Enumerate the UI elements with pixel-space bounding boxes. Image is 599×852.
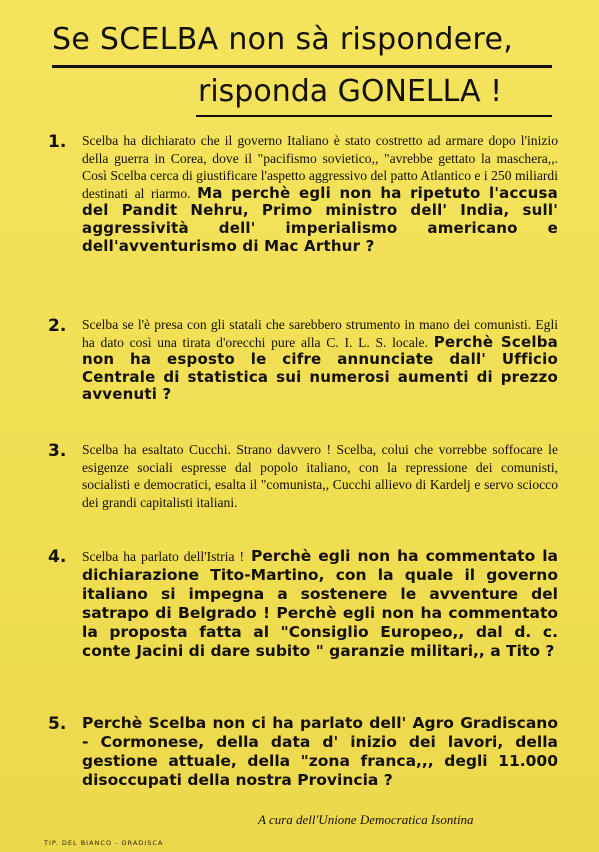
item-number: 2. [48, 316, 67, 336]
printer-credit: TIP. DEL BIANCO - GRADISCA [44, 839, 164, 847]
item-bold-text: Perchè Scelba non ci ha parlato dell' Agro Gradiscano - Cormonese, della data d' inizio dei lavori, della gestione attuale, della "zona franca,,, degli 11.000 disoccupati della nostra Provincia ? [82, 714, 558, 789]
item-text [82, 132, 558, 255]
item-3 [48, 441, 558, 511]
item-1 [48, 132, 558, 255]
item-bold-text: Perchè egli non ha commentato la dichiarazione Tito-Martino, con la quale il governo italiano si impegna a sostenere le avventure del satrapo di Belgrado ! Perchè egli non ha commentato la proposta fatta al "Consiglio Europeo,, dal d. c. conte Jacini di dare subito " garanzie militari,, a Tito ? [82, 547, 558, 660]
item-text [82, 441, 558, 511]
item-plain-text: Scelba ha esaltato Cucchi. Strano davvero ! Scelba, colui che vorrebbe soffocare le esigenze sociali espresse dal popolo italiano, con la repressione dei comunisti, socialisti e democratici, esalta il "comunista,, Cucchi allievo di Kardelj e servo sciocco dei grandi capitalisti italiani. [82, 442, 558, 510]
item-number: 4. [48, 547, 67, 567]
item-text [82, 547, 558, 661]
item-number: 1. [48, 132, 67, 152]
item-text [82, 316, 558, 404]
headline-rule [52, 65, 552, 68]
item-5 [48, 714, 558, 790]
item-number: 3. [48, 441, 67, 461]
signature-line: A cura dell'Unione Democratica Isontina [258, 812, 474, 827]
item-text [82, 714, 558, 790]
item-plain-text: Scelba ha parlato dell'Istria ! [82, 549, 245, 564]
headline-line-2: risponda GONELLA ! [198, 74, 503, 109]
item-bold-text: Perchè Scelba non ha esposto le cifre annunciate dall' Ufficio Centrale di statistica sui numerosi aumenti di prezzo avvenuti ? [82, 332, 559, 404]
headline-line-1: Se SCELBA non sà rispondere, [52, 22, 514, 57]
item-number: 5. [48, 714, 67, 734]
item-plain-text: Scelba se l'è presa con gli statali che sarebbero strumento in mano dei comunisti. Egli ha dato così una tirata d'orecchi pure alla C. I. L. S. locale. [82, 317, 558, 350]
item-4 [48, 547, 558, 661]
item-plain-text: Scelba ha dichiarato che il governo Italiano è stato costretto ad armare dopo l'inizio della guerra in Corea, dove il "pacifismo sovietico,, "avrebbe gettato la maschera,,. Così Scelba cerca di giustificare l'aspetto aggressivo del patto Atlantico e i 250 miliardi destinati al riarmo. [82, 133, 558, 201]
item-2 [48, 316, 558, 404]
item-bold-text: Ma perchè egli non ha ripetuto l'accusa del Pandit Nehru, Primo ministro dell' India, sull' aggressività dell' imperialismo americano e dell'avventurismo di Mac Arthur ? [82, 183, 558, 255]
headline-rule-2 [196, 115, 552, 117]
